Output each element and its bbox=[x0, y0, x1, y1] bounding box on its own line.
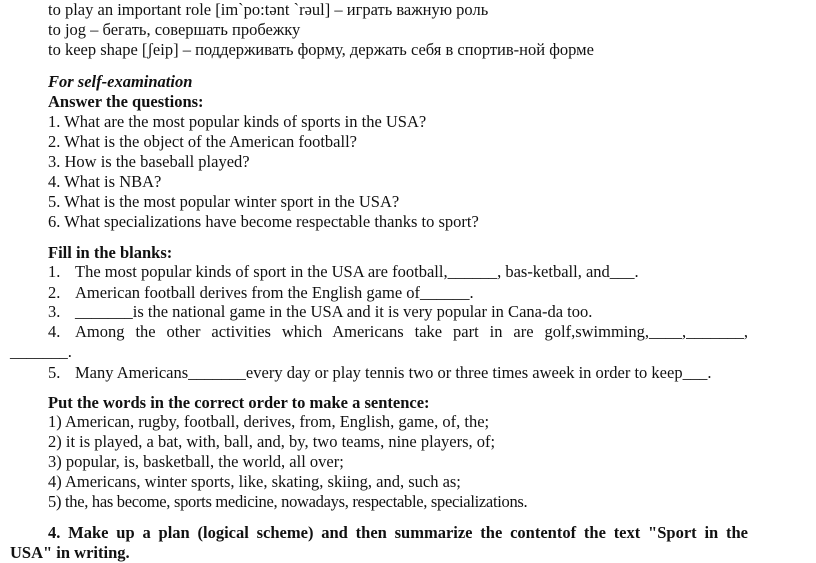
self-exam-heading: For self-examination bbox=[48, 72, 193, 91]
fill-item-text: Many Americans_______every day or play tennis two or three times aweek in order to keep___. bbox=[75, 363, 712, 382]
vocab-line-2: to jog – бегать, совершать пробежку bbox=[48, 20, 301, 39]
question-4: 4. What is NBA? bbox=[48, 172, 162, 191]
question-2: 2. What is the object of the American football? bbox=[48, 132, 357, 151]
fill-item-4-continuation: _______. bbox=[10, 342, 72, 361]
fill-blanks-heading: Fill in the blanks: bbox=[48, 243, 173, 262]
fill-item-number: 2. bbox=[48, 283, 61, 302]
answer-questions-heading: Answer the questions: bbox=[48, 92, 204, 111]
vocab-line-1: to play an important role [im`po:tənt `rəul] – играть важную роль bbox=[48, 0, 489, 19]
fill-item-3 bbox=[48, 302, 593, 322]
fill-item-number: 4. bbox=[48, 322, 61, 341]
word-order-heading: Put the words in the correct order to make a sentence: bbox=[48, 393, 430, 412]
fill-item-text: Among the other activities which Americans take part in are golf,swimming,____,_______, bbox=[75, 322, 748, 341]
question-5: 5. What is the most popular winter sport in the USA? bbox=[48, 192, 400, 211]
vocab-line-3: to keep shape [ʃeip] – поддерживать форму, держать себя в спортив-ной форме bbox=[48, 40, 594, 59]
question-1: 1. What are the most popular kinds of sports in the USA? bbox=[48, 112, 427, 131]
order-item-2: 2) it is played, a bat, with, ball, and, by, two teams, nine players, of; bbox=[48, 432, 496, 451]
order-item-1: 1) American, rugby, football, derives, from, English, game, of, the; bbox=[48, 412, 490, 431]
fill-item-text: American football derives from the English game of______. bbox=[75, 283, 474, 302]
fill-item-number: 5. bbox=[48, 363, 61, 382]
fill-item-number: 1. bbox=[48, 262, 61, 281]
fill-item-text: The most popular kinds of sport in the USA are football,______, bas-ketball, and___. bbox=[75, 262, 639, 281]
question-3: 3. How is the baseball played? bbox=[48, 152, 250, 171]
order-item-5: 5) the, has become, sports medicine, nowadays, respectable, specializations. bbox=[48, 492, 528, 511]
fill-item-5 bbox=[48, 363, 712, 383]
fill-item-2 bbox=[48, 283, 474, 303]
fill-item-4 bbox=[48, 322, 748, 342]
order-item-4: 4) Americans, winter sports, like, skating, skiing, and, such as; bbox=[48, 472, 461, 491]
fill-item-number: 3. bbox=[48, 302, 61, 321]
fill-item-text: _______is the national game in the USA and it is very popular in Cana-da too. bbox=[75, 302, 593, 321]
fill-item-1 bbox=[48, 262, 639, 282]
task-4-line-2: USA" in writing. bbox=[10, 543, 130, 562]
order-item-3: 3) popular, is, basketball, the world, all over; bbox=[48, 452, 344, 471]
question-6: 6. What specializations have become respectable thanks to sport? bbox=[48, 212, 479, 231]
task-4-line-1: 4. Make up a plan (logical scheme) and then summarize the contentof the text "Sport in the bbox=[48, 523, 748, 542]
